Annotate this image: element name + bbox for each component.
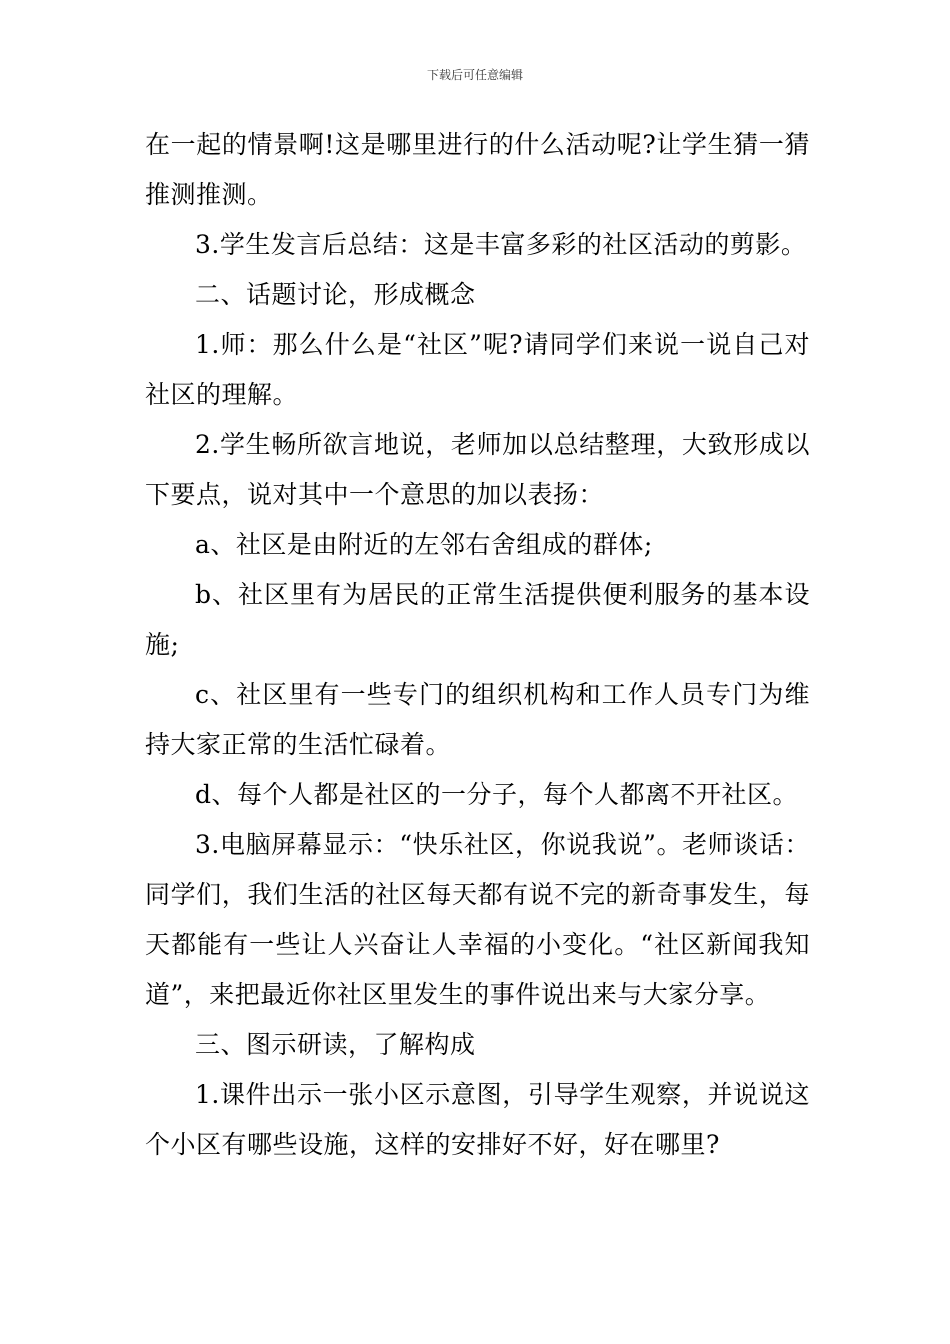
list-item-b: b、社区里有为居民的正常生活提供便利服务的基本设施; — [145, 580, 810, 659]
paragraph-4: 1.师：那么什么是“社区”呢?请同学们来说一说自己对社区的理解。 — [145, 330, 810, 409]
paragraph-2: 3.学生发言后总结：这是丰富多彩的社区活动的剪影。 — [195, 230, 807, 259]
section-heading-3: 三、图示研读，了解构成 — [195, 1030, 476, 1059]
list-item-d: d、每个人都是社区的一分子，每个人都离不开社区。 — [195, 780, 799, 809]
section-heading-2: 二、话题讨论，形成概念 — [195, 280, 476, 309]
paragraph-5: 2.学生畅所欲言地说，老师加以总结整理，大致形成以下要点，说对其中一个意思的加以表扬： — [145, 430, 810, 509]
paragraph-1: 在一起的情景啊!这是哪里进行的什么活动呢?让学生猜一猜推测推测。 — [145, 130, 810, 209]
list-item-c: c、社区里有一些专门的组织机构和工作人员专门为维持大家正常的生活忙碌着。 — [145, 680, 810, 759]
paragraph-10: 3.电脑屏幕显示：“快乐社区，你说我说”。老师谈话：同学们，我们生活的社区每天都有说不完的新奇事发生，每天都能有一些让人兴奋让人幸福的小变化。“社区新闻我知道”，来把最近你社区里发生的事件说出来与大家分享。 — [145, 830, 810, 1009]
paragraph-12: 1.课件出示一张小区示意图，引导学生观察，并说说这个小区有哪些设施，这样的安排好不好，好在哪里? — [145, 1080, 810, 1159]
list-item-a: a、社区是由附近的左邻右舍组成的群体; — [195, 530, 653, 559]
header-note: 下载后可任意编辑 — [426, 68, 523, 82]
document-body — [145, 120, 810, 1170]
